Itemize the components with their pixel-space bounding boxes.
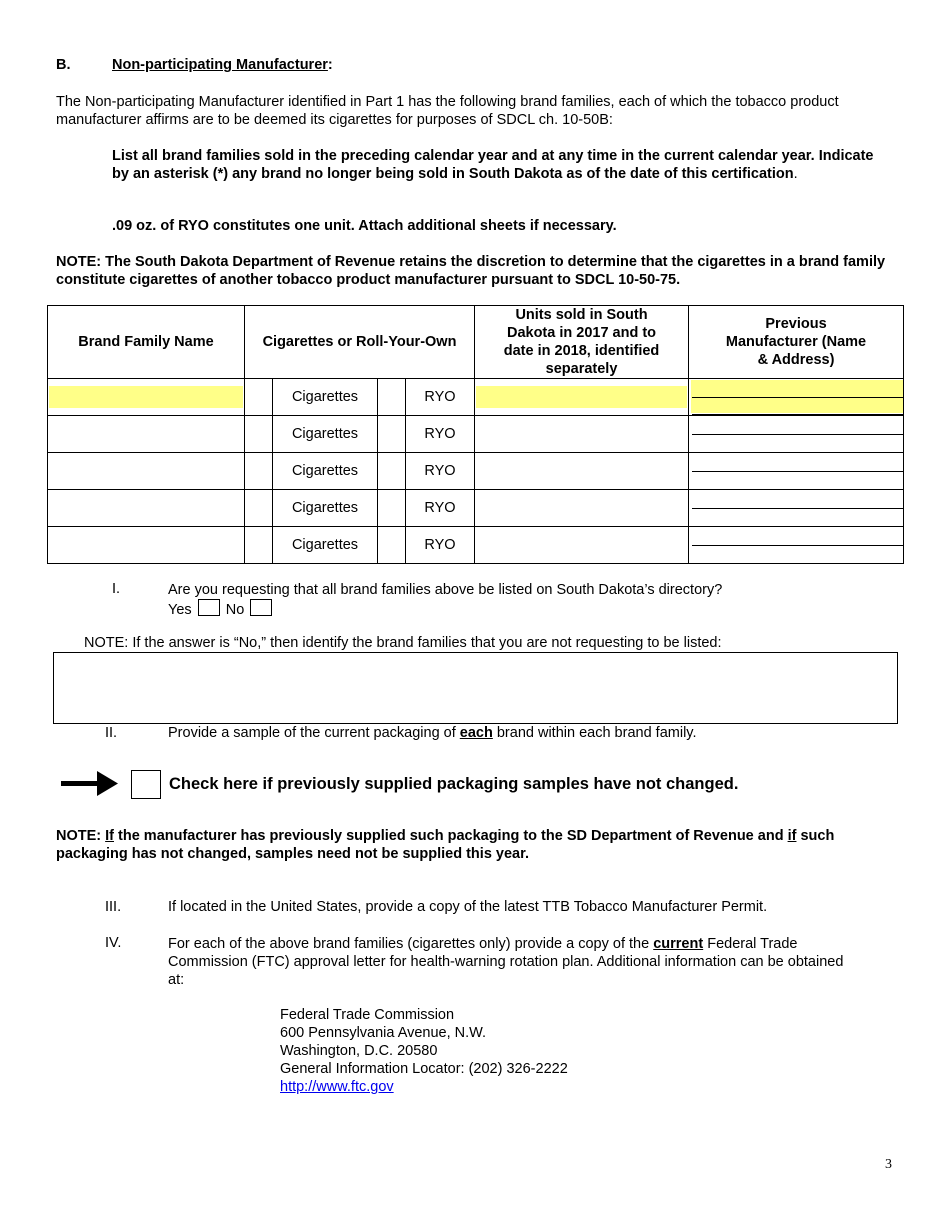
cigarettes-label: Cigarettes (273, 379, 378, 416)
ryo-label: RYO (406, 527, 475, 564)
table-row (48, 490, 904, 527)
address-line: General Information Locator: (202) 326-2222 (280, 1061, 568, 1077)
item-iv-number: IV. (105, 935, 122, 951)
units-sold-field[interactable] (475, 416, 689, 453)
note-packaging-c: the manufacturer has previously supplied such packaging to the SD Department of Revenue and (114, 828, 788, 844)
note-packaging-if1: If (105, 828, 114, 844)
previous-manufacturer-field[interactable] (689, 490, 904, 527)
cigarettes-checkbox[interactable] (245, 453, 273, 490)
ryo-checkbox[interactable] (378, 527, 406, 564)
address-line: Federal Trade Commission (280, 1007, 455, 1023)
previous-manufacturer-field[interactable] (689, 416, 904, 453)
underline (692, 471, 903, 472)
yes-label: Yes (168, 602, 192, 618)
intro-paragraph: The Non-participating Manufacturer identified in Part 1 has the following brand families, each of which the tobacco product manufacturer affirms are to be deemed its cigarettes for purposes of SDCL ch. 10-50B: (56, 94, 839, 128)
instruction-ryo-unit: .09 oz. of RYO constitutes one unit. Attach additional sheets if necessary. (112, 218, 617, 234)
no-checkbox[interactable] (250, 599, 272, 616)
note-packaging-e: such packaging has not changed, samples need not be supplied this year. (56, 828, 835, 862)
section-title-text: Non-participating Manufacturer (112, 57, 328, 73)
instruction-brand-families (112, 147, 892, 183)
address-line: 600 Pennsylvania Avenue, N.W. (280, 1025, 487, 1041)
header-previous-manufacturer: Previous Manufacturer (Name & Address) (689, 306, 904, 379)
units-sold-input[interactable] (476, 386, 687, 408)
previous-manufacturer-field[interactable] (689, 527, 904, 564)
header-cigarettes-or-ryo: Cigarettes or Roll-Your-Own (245, 306, 475, 379)
header-units-sold: Units sold in South Dakota in 2017 and to date in 2018, identified separately (475, 306, 689, 379)
brand-name-field[interactable] (48, 453, 245, 490)
cigarettes-label: Cigarettes (273, 490, 378, 527)
table-header-row (48, 306, 904, 379)
item-ii-text (168, 725, 697, 741)
ryo-label: RYO (406, 490, 475, 527)
ryo-checkbox[interactable] (378, 490, 406, 527)
underline (692, 397, 903, 398)
cigarettes-checkbox[interactable] (245, 490, 273, 527)
table-row (48, 379, 904, 416)
brand-family-table (47, 305, 904, 564)
item-iii-number: III. (105, 899, 122, 915)
item-ii-number: II. (105, 725, 118, 741)
instruction-brand-families-text: List all brand families sold in the preceding calendar year and at any time in the current calendar year. Indicate by an asterisk (*) any brand no longer being sold in South Dakota as of the date of this certification (112, 148, 874, 182)
yes-checkbox[interactable] (198, 599, 220, 616)
underline (692, 434, 903, 435)
cigarettes-label: Cigarettes (273, 416, 378, 453)
section-letter: B. (56, 57, 71, 73)
note-packaging (56, 827, 906, 863)
brand-name-field[interactable] (48, 490, 245, 527)
packaging-unchanged-label: Check here if previously supplied packaging samples have not changed. (169, 775, 739, 793)
page-number: 3 (885, 1157, 892, 1172)
ryo-checkbox[interactable] (378, 416, 406, 453)
ryo-label: RYO (406, 453, 475, 490)
previous-manufacturer-field[interactable] (689, 453, 904, 490)
no-label: No (225, 602, 245, 618)
packaging-unchanged-checkbox[interactable] (131, 770, 161, 799)
table-row (48, 453, 904, 490)
item-iv-emphasis: current (653, 936, 704, 952)
table-row (48, 416, 904, 453)
previous-manufacturer-field[interactable] (689, 379, 904, 416)
table-row (48, 527, 904, 564)
units-sold-field[interactable] (475, 453, 689, 490)
note-not-listed: NOTE: If the answer is “No,” then identify the brand families that you are not requesting to be listed: (84, 635, 722, 651)
section-title (112, 57, 333, 73)
brand-name-field[interactable] (48, 416, 245, 453)
ryo-label: RYO (406, 416, 475, 453)
address-line: Washington, D.C. 20580 (280, 1043, 438, 1059)
not-listed-brands-textbox[interactable] (53, 652, 898, 724)
item-i-question (168, 581, 722, 619)
units-sold-field[interactable] (475, 379, 689, 416)
ryo-label: RYO (406, 379, 475, 416)
brand-name-field[interactable] (48, 527, 245, 564)
instruction-brand-families-period: . (793, 166, 798, 182)
header-brand-family-name: Brand Family Name (48, 306, 245, 379)
cigarettes-checkbox[interactable] (245, 416, 273, 453)
item-i-number: I. (112, 581, 121, 597)
note-discretion: NOTE: The South Dakota Department of Revenue retains the discretion to determine that the cigarettes in a brand family constitute cigarettes of another tobacco product manufacturer pursuant to SDCL 10-50-75. (56, 254, 886, 288)
section-title-colon: : (327, 57, 333, 73)
ftc-address (280, 1006, 568, 1096)
underline (692, 508, 903, 509)
units-sold-field[interactable] (475, 490, 689, 527)
ftc-website-link[interactable]: http://www.ftc.gov (280, 1079, 394, 1095)
underline (692, 545, 903, 546)
units-sold-field[interactable] (475, 527, 689, 564)
cigarettes-label: Cigarettes (273, 453, 378, 490)
item-ii-emphasis: each (459, 725, 493, 741)
ryo-checkbox[interactable] (378, 453, 406, 490)
ryo-checkbox[interactable] (378, 379, 406, 416)
item-ii-pre: Provide a sample of the current packaging of (168, 725, 460, 741)
item-iv-text (168, 935, 858, 989)
brand-name-input[interactable] (49, 386, 243, 408)
yes-no-row (168, 599, 722, 619)
cigarettes-checkbox[interactable] (245, 379, 273, 416)
cigarettes-label: Cigarettes (273, 527, 378, 564)
item-i-text: Are you requesting that all brand families above be listed on South Dakota’s directory? (168, 582, 723, 598)
cigarettes-checkbox[interactable] (245, 527, 273, 564)
item-iv-post: Federal Trade Commission (FTC) approval letter for health-warning rotation plan. Additional information can be obtained at: (168, 936, 844, 988)
right-arrow-icon (61, 771, 119, 797)
item-ii-post: brand within each brand family. (492, 725, 697, 741)
item-iii-text: If located in the United States, provide a copy of the latest TTB Tobacco Manufacturer Permit. (168, 899, 768, 915)
item-iv-pre: For each of the above brand families (cigarettes only) provide a copy of the (168, 936, 654, 952)
brand-name-field[interactable] (48, 379, 245, 416)
note-packaging-a: NOTE: (56, 828, 106, 844)
note-packaging-if2: if (787, 828, 797, 844)
